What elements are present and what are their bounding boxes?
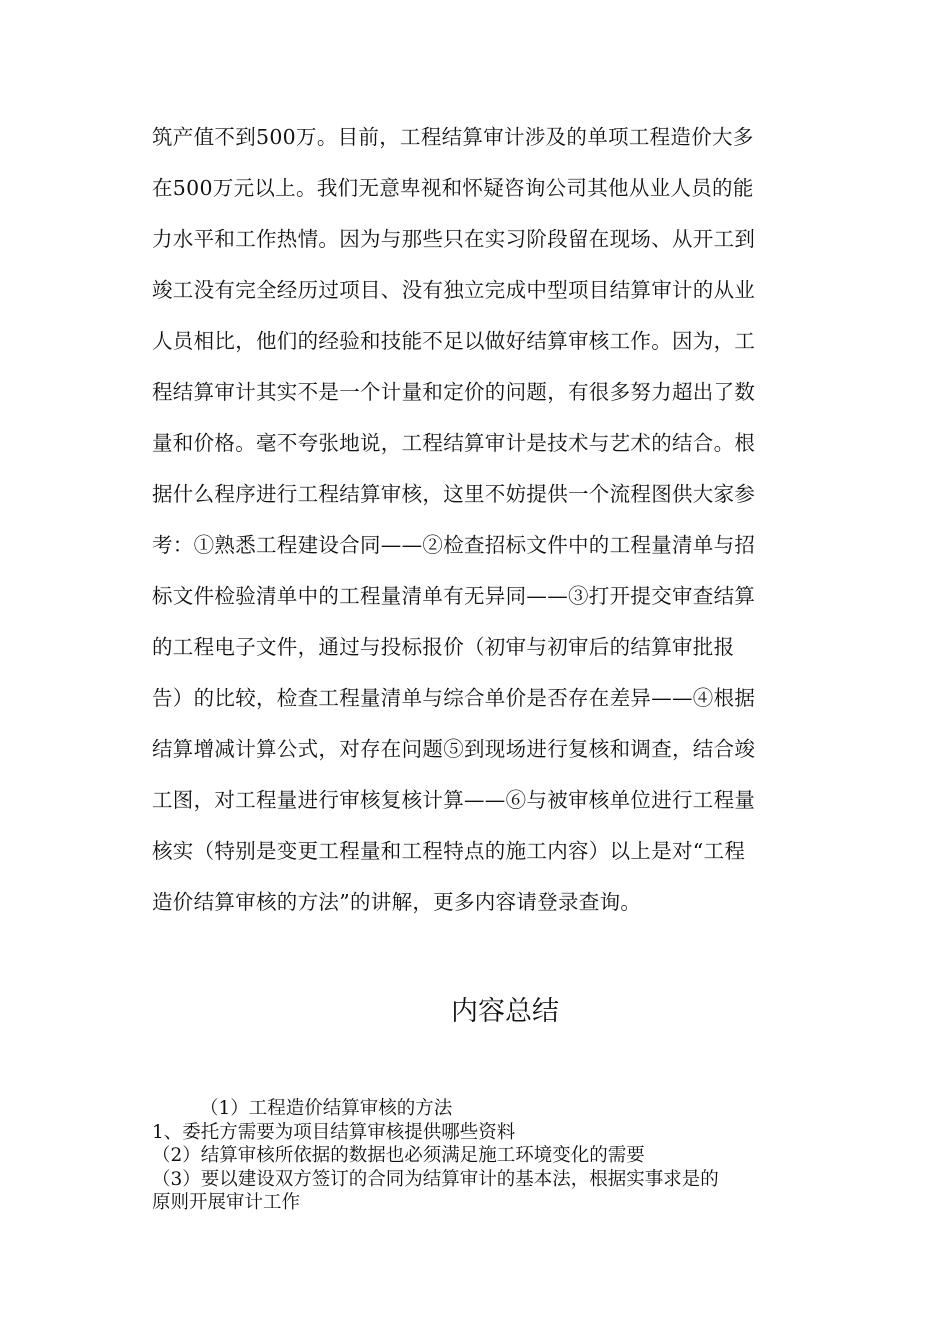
- body-line: 标文件检验清单中的工程量清单有无异同——③打开提交审查结算: [152, 584, 756, 608]
- body-line: 力水平和工作热情。因为与那些只在实习阶段留在现场、从开工到: [152, 227, 756, 251]
- body-line: 据什么程序进行工程结算审核，这里不妨提供一个流程图供大家参: [152, 482, 756, 506]
- body-line: 量和价格。毫不夸张地说，工程结算审计是技术与艺术的结合。根: [152, 431, 756, 455]
- body-text: [152, 118, 812, 934]
- body-line: 人员相比，他们的经验和技能不足以做好结算审核工作。因为，工: [152, 329, 756, 353]
- body-line: 工图，对工程量进行审核复核计算——⑥与被审核单位进行工程量: [152, 788, 756, 812]
- body-line: 造价结算审核的方法”的讲解，更多内容请登录查询。: [152, 890, 642, 914]
- summary-list: [152, 1097, 812, 1215]
- body-line: 筑产值不到500万。目前，工程结算审计涉及的单项工程造价大多: [152, 125, 754, 149]
- body-line: 告）的比较，检查工程量清单与综合单价是否存在差异——④根据: [152, 686, 756, 710]
- body-line: 程结算审计其实不是一个计量和定价的问题，有很多努力超出了数: [152, 380, 756, 404]
- summary-item: （3）要以建设双方签订的合同为结算审计的基本法，根据实事求是的: [152, 1168, 719, 1190]
- summary-heading: 内容总结: [451, 996, 559, 1027]
- summary-item: 1、委托方需要为项目结算审核提供哪些资料: [152, 1121, 516, 1143]
- body-line: 竣工没有完全经历过项目、没有独立完成中型项目结算审计的从业: [152, 278, 756, 302]
- summary-item: （2）结算审核所依据的数据也必须满足施工环境变化的需要: [152, 1145, 645, 1166]
- body-line: 在500万元以上。我们无意卑视和怀疑咨询公司其他从业人员的能: [152, 176, 754, 200]
- summary-item: 原则开展审计工作: [152, 1192, 301, 1213]
- body-line: 的工程电子文件，通过与投标报价（初审与初审后的结算审批报: [152, 635, 735, 659]
- body-line: 考：①熟悉工程建设合同——②检查招标文件中的工程量清单与招: [152, 533, 756, 557]
- body-line: 结算增减计算公式，对存在问题⑤到现场进行复核和调查，结合竣: [152, 737, 756, 761]
- body-line: 核实（特别是变更工程量和工程特点的施工内容）以上是对“工程: [152, 839, 746, 863]
- summary-item: （1）工程造价结算审核的方法: [200, 1098, 453, 1119]
